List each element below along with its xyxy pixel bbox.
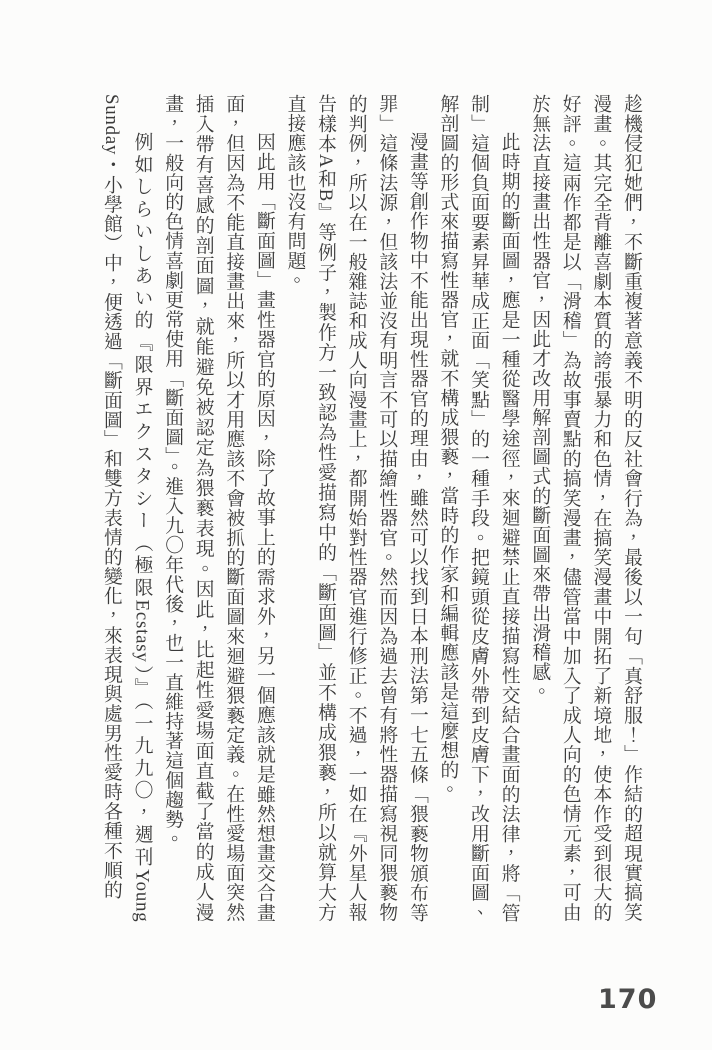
page-number: 170	[598, 984, 658, 1015]
body-text	[95, 94, 646, 922]
paragraph-1: 趁機侵犯她們，不斷重複著意義不明的反社會行為，最後以一句「真舒服！」作結的超現實搞笑漫畫。其完全背離喜劇本質的誇張暴力和色情，在搞笑漫畫中開拓了新境地，使本作受到很大的好評。這兩作都是以「滑稽」為故事賣點的搞笑漫畫，儘管當中加入了成人向的色情元素，可由於無法直接畫出性器官，因此才改用解剖圖式的斷面圖來帶出滑稽感。	[529, 94, 642, 922]
paragraph-5: 例如しらいしあい的『限界エクスタシー（極限Ecstasy）』（一九九〇，週刊Young Sunday・小學館）中，便透過「斷面圖」和雙方表情的變化，來表現與處男性愛時各種不順的	[100, 94, 153, 922]
paragraph-4: 因此用「斷面圖」畫性器官的原因，除了故事上的需求外，另一個應該就是雖然想畫交合畫面，但因為不能直接畫出來，所以才用應該不會被抓的斷面圖來迴避猥褻定義。在性愛場面突然插入帶有喜感的剖面圖，就能避免被認定為猥褻表現。因此，比起性愛場面直截了當的成人漫畫，一般向的色情喜劇更常使用「斷面圖」。進入九〇年代後，也一直維持著這個趨勢。	[162, 94, 275, 922]
paragraph-2: 此時期的斷面圖，應是一種從醫學途徑，來迴避禁止直接描寫性交結合畫面的法律，將「管制」這個負面要素昇華成正面「笑點」的一種手段。把鏡頭從皮膚外帶到皮膚下，改用斷面圖、解剖圖的形式來描寫性器官，就不構成猥褻，當時的作家和編輯應該是這麼想的。	[437, 94, 520, 922]
paragraph-3: 漫畫等創作物中不能出現性器官的理由，雖然可以找到日本刑法第一七五條「猥褻物頒布等罪」這條法源，但該法並沒有明言不可以描繪性器官。然而因為過去曾有將性器描寫視同猥褻物的判例，所以在一般雜誌和成人向漫畫上，都開始對性器官進行修正。不過，一如在『外星人報告樣本A和B』等例子，製作方一致認為性愛描寫中的「斷面圖」並不構成猥褻，所以就算大方直接應該也沒有問題。	[284, 94, 428, 922]
